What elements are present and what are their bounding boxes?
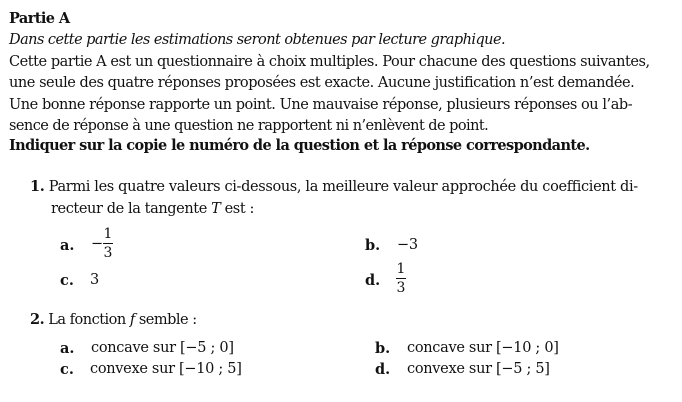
fraction-bar (396, 278, 406, 279)
question-number: 1. (30, 178, 45, 195)
variable-f: f (129, 312, 135, 328)
option-label: b. (375, 340, 391, 357)
paragraph-line: Une bonne réponse rapporte un point. Une mauvaise réponse, plusieurs réponses ou l’ab- (9, 97, 633, 113)
question-text: recteur de la tangente (51, 201, 212, 217)
question-2-text (30, 311, 197, 328)
paragraph-line: une seule des quatre réponses proposées est exacte. Aucune justification n’est demandée. (9, 75, 635, 91)
fraction (396, 261, 406, 296)
option-value: concave sur [−10 ; 0] (407, 340, 559, 356)
fraction-denominator: 3 (396, 280, 406, 296)
question-number: 2. (30, 311, 45, 328)
intro-italic-note: Dans cette partie les estimations seront obtenues par lecture graphique. (9, 32, 506, 48)
fraction-numerator: 1 (103, 226, 113, 242)
question-text: semble : (134, 312, 197, 328)
question-1-text-line2 (51, 201, 254, 217)
question-text: La fonction (48, 312, 130, 328)
option-label: a. (60, 340, 75, 357)
option-label: b. (365, 237, 381, 254)
option-value: concave sur [−5 ; 0] (91, 340, 234, 356)
option-label: a. (60, 237, 75, 254)
fraction-numerator: 1 (396, 261, 406, 277)
option-value: 3 (90, 272, 99, 288)
question-text: est : (220, 201, 254, 217)
question-text: Parmi les quatre valeurs ci-dessous, la meilleure valeur approchée du coefficient di- (48, 179, 638, 195)
minus-sign: − (91, 236, 104, 252)
instruction-text: Indiquer sur la copie le numéro de la question et la réponse correspondante. (9, 137, 590, 154)
option-label: c. (60, 272, 74, 289)
variable-T: T (211, 201, 221, 217)
option-value: convexe sur [−10 ; 5] (90, 361, 242, 377)
paragraph-line: Cette partie A est un questionnaire à choix multiples. Pour chacune des questions suivantes, (9, 54, 650, 70)
paragraph-line: sence de réponse à une question ne rapportent ni n’enlèvent de point. (9, 118, 489, 134)
fraction-bar (103, 243, 113, 244)
fraction-denominator: 3 (103, 245, 113, 261)
option-value: −3 (397, 237, 418, 253)
option-label: c. (60, 361, 74, 378)
option-label: d. (365, 272, 381, 289)
option-value: convexe sur [−5 ; 5] (407, 361, 550, 377)
section-title: Partie A (9, 10, 70, 27)
question-1-text-line1 (30, 178, 638, 195)
fraction (103, 226, 113, 261)
option-label: d. (375, 361, 391, 378)
